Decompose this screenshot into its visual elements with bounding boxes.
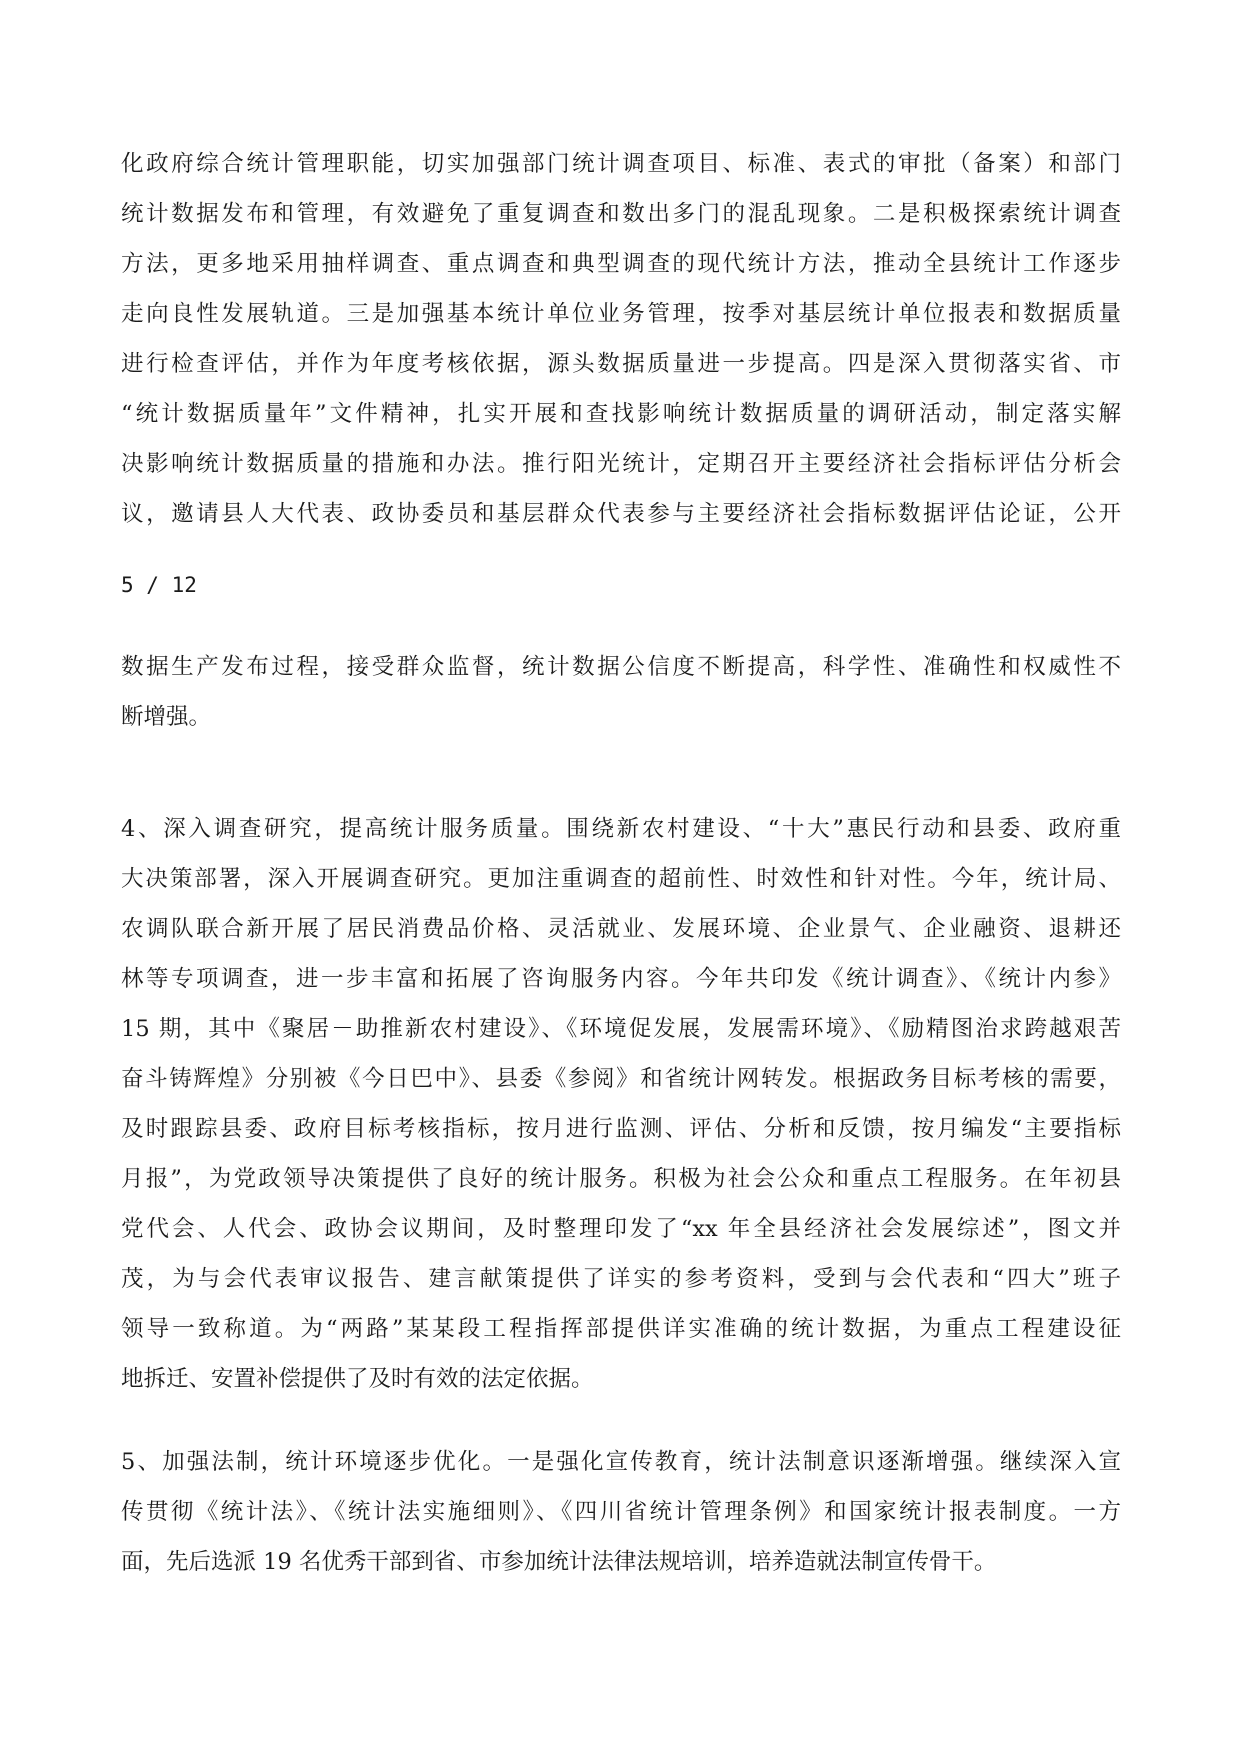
text-line: 奋斗铸辉煌》分别被《今日巴中》、县委《参阅》和省统计网转发。根据政务目标考核的需要， — [121, 1066, 1121, 1092]
text-line: 及时跟踪县委、政府目标考核指标，按月进行监测、评估、分析和反馈，按月编发“主要指标 — [121, 1116, 1121, 1142]
text-line: 决影响统计数据质量的措施和办法。推行阳光统计，定期召开主要经济社会指标评估分析会 — [121, 451, 1121, 477]
text-line: 传贯彻《统计法》、《统计法实施细则》、《四川省统计管理条例》和国家统计报表制度。一方 — [121, 1499, 1121, 1525]
text-line: 走向良性发展轨道。三是加强基本统计单位业务管理，按季对基层统计单位报表和数据质量 — [121, 301, 1121, 327]
text-line: 4、深入调查研究，提高统计服务质量。围绕新农村建设、“十大”惠民行动和县委、政府重 — [121, 816, 1121, 842]
paragraph-continuation — [121, 642, 1121, 742]
text-line: 15 期，其中《聚居－助推新农村建设》、《环境促发展，发展需环境》、《励精图治求跨越艰苦 — [121, 1016, 1121, 1042]
text-line: 党代会、人代会、政协会议期间，及时整理印发了“xx 年全县经济社会发展综述”，图文并 — [121, 1216, 1121, 1242]
text-line: “统计数据质量年”文件精神，扎实开展和查找影响统计数据质量的调研活动，制定落实解 — [121, 401, 1121, 427]
text-line: 断增强。 — [121, 704, 212, 730]
paragraph-research-service — [121, 804, 1121, 1404]
text-line: 方法，更多地采用抽样调查、重点调查和典型调查的现代统计方法，推动全县统计工作逐步 — [121, 251, 1121, 277]
text-line: 5、加强法制，统计环境逐步优化。一是强化宣传教育，统计法制意识逐渐增强。继续深入宣 — [121, 1449, 1121, 1475]
text-line: 数据生产发布过程，接受群众监督，统计数据公信度不断提高，科学性、准确性和权威性不 — [121, 654, 1121, 680]
paragraph-legal-environment — [121, 1437, 1121, 1587]
text-line: 林等专项调查，进一步丰富和拓展了咨询服务内容。今年共印发《统计调查》、《统计内参》 — [121, 966, 1121, 992]
text-line: 月报”，为党政领导决策提供了良好的统计服务。积极为社会公众和重点工程服务。在年初县 — [121, 1166, 1121, 1192]
text-line: 大决策部署，深入开展调查研究。更加注重调查的超前性、时效性和针对性。今年，统计局、 — [121, 866, 1121, 892]
text-line: 进行检查评估，并作为年度考核依据，源头数据质量进一步提高。四是深入贯彻落实省、市 — [121, 351, 1121, 377]
text-line: 议，邀请县人大代表、政协委员和基层群众代表参与主要经济社会指标数据评估论证，公开 — [121, 501, 1121, 527]
paragraph-statistics-management — [121, 139, 1121, 539]
text-line: 化政府综合统计管理职能，切实加强部门统计调查项目、标准、表式的审批（备案）和部门 — [121, 151, 1121, 177]
text-line: 面，先后选派 19 名优秀干部到省、市参加统计法律法规培训，培养造就法制宣传骨干。 — [121, 1549, 997, 1575]
page-indicator: 5 / 12 — [121, 573, 197, 597]
text-line: 领导一致称道。为“两路”某某段工程指挥部提供详实准确的统计数据，为重点工程建设征 — [121, 1316, 1121, 1342]
text-line: 茂，为与会代表审议报告、建言献策提供了详实的参考资料，受到与会代表和“四大”班子 — [121, 1266, 1121, 1292]
text-line: 统计数据发布和管理，有效避免了重复调查和数出多门的混乱现象。二是积极探索统计调查 — [121, 201, 1121, 227]
text-line: 农调队联合新开展了居民消费品价格、灵活就业、发展环境、企业景气、企业融资、退耕还 — [121, 916, 1121, 942]
text-line: 地拆迁、安置补偿提供了及时有效的法定依据。 — [121, 1366, 594, 1392]
